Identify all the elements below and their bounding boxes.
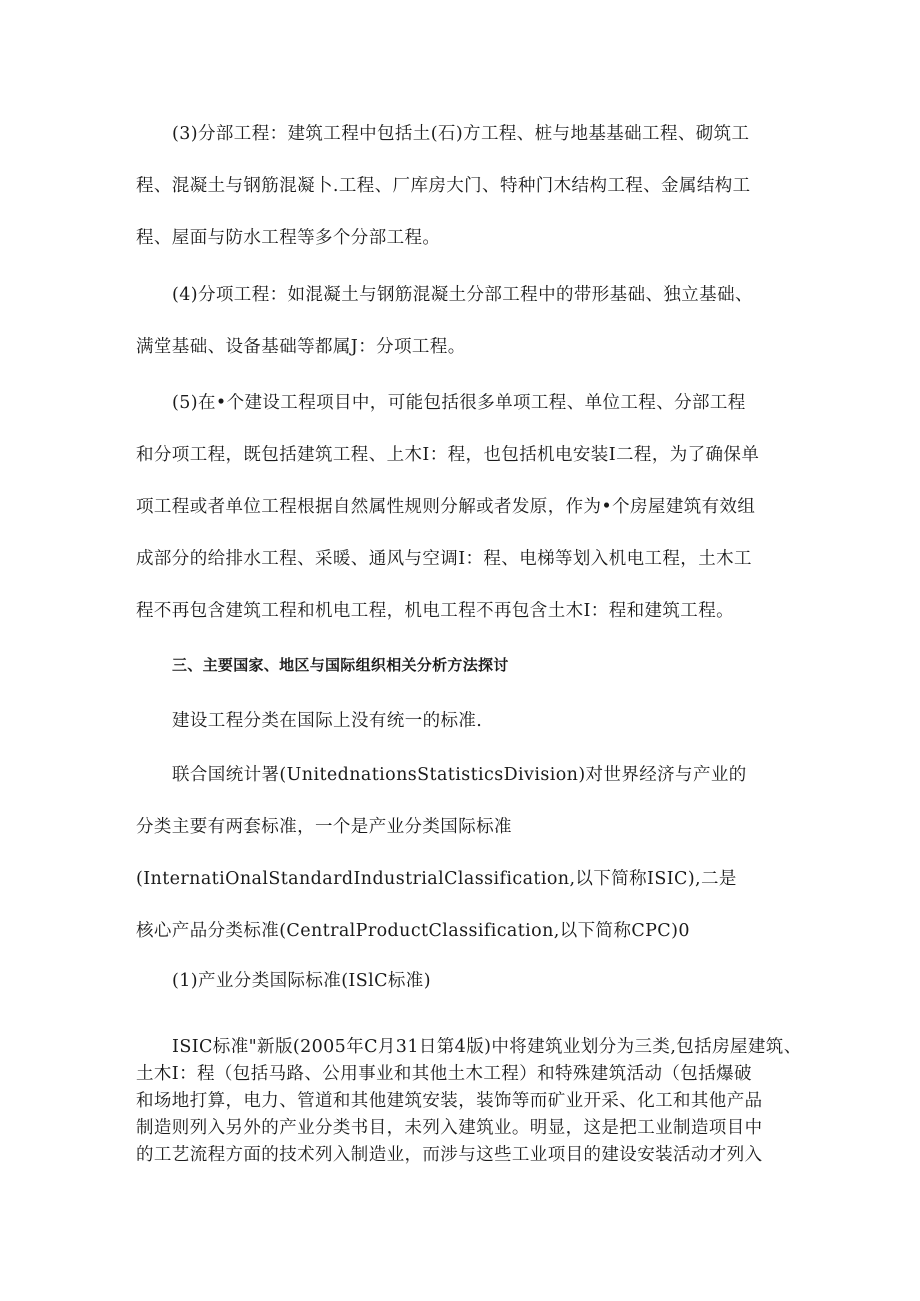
text-line: 和分项工程，既包括建筑工程、上木I：程，也包括机电安装I二程，为了确保单 [136, 445, 760, 465]
text-line: 和场地打算，电力、管道和其他建筑安装，装饰等而矿业开采、化工和其他产品 [136, 1091, 763, 1111]
text-line: 项工程或者单位工程根据自然属性规则分解或者发原，作为•个房屋建筑有效组 [136, 497, 756, 517]
paragraph-isic-standard [136, 1034, 802, 1169]
text-line: (InternatiOnalStandardIndustrialClassification,以下简称ISIC),二是 [136, 869, 737, 889]
text-line: 核心产品分类标准(CentralProductClassification,以下简称CPC)0 [136, 921, 690, 941]
text-line: 制造则列入另外的产业分类书目，未列入建筑业。明显，这是把工业制造项目中 [136, 1118, 763, 1138]
text-line: 程不再包含建筑工程和机电工程，机电工程不再包含土木I：程和建筑工程。 [136, 601, 735, 621]
text-line: (1)产业分类国际标准(ISlC标准) [172, 971, 431, 991]
text-line: (4)分项工程：如混凝土与钢筋混凝土分部工程中的带形基础、独立基础、 [172, 285, 753, 305]
paragraph-5-project-scope [136, 377, 788, 637]
paragraph-intro [136, 695, 788, 747]
text-line: 满堂基础、设备基础等都属J：分项工程。 [136, 337, 466, 357]
text-line: ISIC标准"新版(2005年C月31日第4版)中将建筑业划分为三类,包括房屋建筑、 [172, 1037, 802, 1057]
text-line: (5)在•个建设工程项目中，可能包括很多单项工程、单位工程、分部工程 [172, 393, 746, 413]
text-line: 程、屋面与防水工程等多个分部工程。 [136, 228, 441, 248]
text-line: 程、混凝土与钢筋混凝卜.工程、厂库房大门、特种门木结构工程、金属结构工 [136, 176, 751, 196]
text-line: 联合国统计署(UnitednationsStatisticsDivision)对世界经济与产业的 [172, 765, 747, 785]
text-line: 分类主要有两套标准，一个是产业分类国际标准 [136, 817, 512, 837]
paragraph-3-division-works [136, 108, 788, 264]
sub-heading-isic [136, 955, 788, 1007]
paragraph-un-statistics [136, 749, 788, 957]
text-line: 建设工程分类在国际上没有统一的标准. [172, 711, 483, 731]
text-line: (3)分部工程：建筑工程中包括土(石)方工程、桩与地基基础工程、砌筑工 [172, 124, 750, 144]
text-line: 土木I：程（包括马路、公用事业和其他土木工程）和特殊建筑活动（包括爆破 [136, 1064, 752, 1084]
paragraph-4-item-works [136, 269, 788, 373]
text-line: 成部分的给排水工程、采暖、通风与空调I：程、电梯等划入机电工程，土木工 [136, 549, 752, 569]
text-line: 的工艺流程方面的技术列入制造业，而涉与这些工业项目的建设安装活动才列入 [136, 1145, 763, 1165]
section-heading: 三、主要国家、地区与国际组织相关分析方法探讨 [172, 656, 509, 674]
